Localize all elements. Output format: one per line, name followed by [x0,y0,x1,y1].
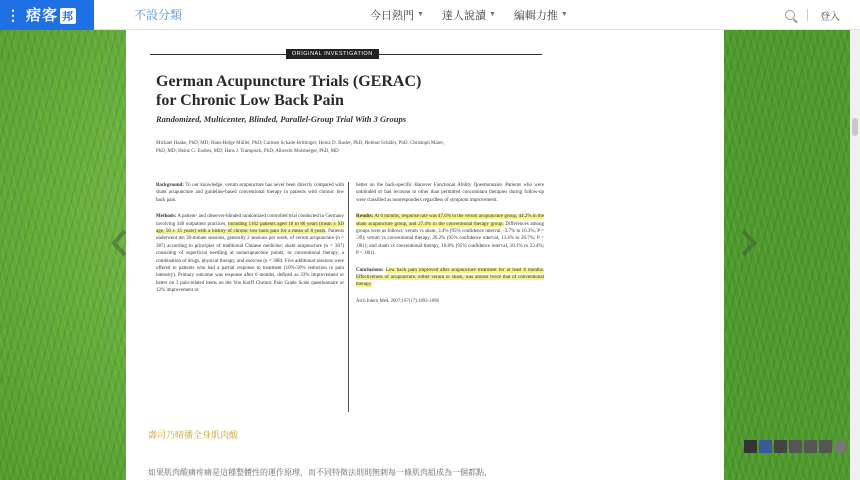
logo-badge: 邦 [60,8,76,24]
scrollbar[interactable] [850,30,860,480]
methods-paragraph: Methods: A patient- and observer-blinded randomized controlled trial conducted in Germany involving 340 outpatient practices, including 1162 patients aged 18 to 86 years (mean ± SD age, 50 ± 15 years) with a history of chronic low back pain for a mean of 8 years. Patients underwent ten 30-minute sessions, generally 2 sessions per week, of verum acupuncture (n = 387) according to principles of traditional Chinese medicine; sham acupuncture (n = 387) consisting of superficial needling at nonacupuncture points; or conventional therapy, a combination of drugs, physical therapy, and exercise (n = 388). Five additional sessions were offered to patients who had a partial response to treatment (10%-50% reduction in pain intensity). Primary outcome was response after 6 months, defined as 33% improvement or better on 3 pain-related items on the Von Korff Chronic Pain Grade Scale questionnaire or 12% improvement or [156,214,345,294]
abstract-right-column [356,182,544,314]
chevron-down-icon: ▼ [488,11,496,18]
column-divider [348,182,349,412]
prev-arrow[interactable] [110,228,130,258]
site-logo[interactable]: 痞客 邦 [26,7,75,24]
login-link[interactable]: 登入 [820,11,840,23]
paper-subtitle: Randomized, Multicenter, Blinded, Parallel-Group Trial With 3 Groups [156,114,406,124]
conclusions-paragraph: Conclusions: Low back pain improved after acupuncture treatment for at least 6 months. Effectiveness of acupuncture, either verum or sham, was almost twice that of conventional therapy. [356,267,544,288]
post-body-text: 如果肌肉酸痛疼痛是這種整體性的運作原理，而不同特徵法則則無刺每一條肌肉組成為一個都點， [148,468,492,477]
main-nav [370,7,568,23]
share-bookmark-icon[interactable] [804,440,817,453]
chevron-right-icon [738,228,758,258]
related-post-link[interactable]: 壽司乃晴播全身肌肉酸 [148,430,239,440]
scrollbar-thumb[interactable] [852,118,858,136]
paper-image [150,44,545,414]
header-tools [785,0,840,30]
paper-title: German Acupuncture Trials (GERAC) for Chronic Low Back Pain [156,73,422,109]
share-facebook-icon[interactable] [759,440,772,453]
citation: Arch Intern Med. 2007;167(17):1892-1898 [356,298,439,304]
search-icon[interactable] [785,10,795,20]
chevron-down-icon: ▼ [560,11,568,18]
section-banner: ORIGINAL INVESTIGATION [286,49,379,59]
nav-item-today-hot[interactable]: 今日熱門 ▼ [370,9,424,22]
nav-item-expert-reads[interactable]: 達人說讀 ▼ [441,9,496,22]
top-navigation-bar [0,0,860,30]
continuation-paragraph: better on the back-specific Hanover Functional Ability Questionnaire. Patients who were unblinded or had recourse to other than permitted concomitant therapies during follow-up were classified as nonresponders regardless of symptom improvement. [356,183,544,203]
results-paragraph: Results: At 6 months, response rate was 47.6% in the verum acupuncture group, 44.2% in the sham acupuncture group, and 27.4% in the conventional therapy group. Differences among groups were as follows: verum vs sham, 3.4% (95% confidence interval, -3.7% to 10.3%; P = .39); verum vs conventional therapy, 20.2% (95% confidence interval, 13.4% to 26.7%; P < .001); and sham vs conventional therapy, 16.8% (95% confidence interval, 10.1% to 23.4%; P < .001). [356,214,545,257]
paper-authors: Michael Haake, PhD, MD; Hans-Helge Müller, PhD; Carmen Schade-Brittinger; Heinz D. Basler, PhD; Helmut Schäfer, PhD; Christoph Maier, PhD, MD; Heinz G. Endres, MD; Hans J. Trampisch, PhD; Albrecht Molsberger, PhD, MD [156,141,445,154]
logo-block[interactable] [0,0,94,30]
share-twitter-icon[interactable] [774,440,787,453]
methods-highlight: including 1162 patients aged 18 to 86 years (mean ± SD age, 50 ± 15 years) with a history of chronic low back pain for a mean of 8 years. [156,221,345,235]
abstract-left-column [156,182,344,304]
divider [807,9,808,21]
share-plurk-icon[interactable] [744,440,757,453]
results-highlight: At 6 months, response rate was 47.6% in the verum acupuncture group, 44.2% in the sham acupuncture group, and 27.4% in the conventional therapy group. [356,214,544,227]
conclusions-highlight: Low back pain improved after acupuncture treatment for at least 6 months. Effectiveness of acupuncture, either verum or sham, was almost twice that of conventional therapy. [356,267,544,288]
chevron-left-icon [110,228,130,258]
next-arrow[interactable] [738,228,758,258]
chevron-down-icon: ▼ [417,11,424,18]
close-icon[interactable] [834,440,847,453]
nav-item-editor-picks[interactable]: 編輯力推 ▼ [513,9,568,22]
article-content [126,30,724,480]
menu-icon[interactable]: ⋮ [6,6,20,23]
share-toolbar [744,440,847,453]
share-line-icon[interactable] [789,440,802,453]
category-link[interactable]: 不設分類 [134,8,183,22]
background-paragraph: Background: To our knowledge, verum acupuncture has never been directly compared with sham acupuncture and guideline-based conventional therapy in patients with chronic low back pain. [156,183,344,203]
share-print-icon[interactable] [819,440,832,453]
